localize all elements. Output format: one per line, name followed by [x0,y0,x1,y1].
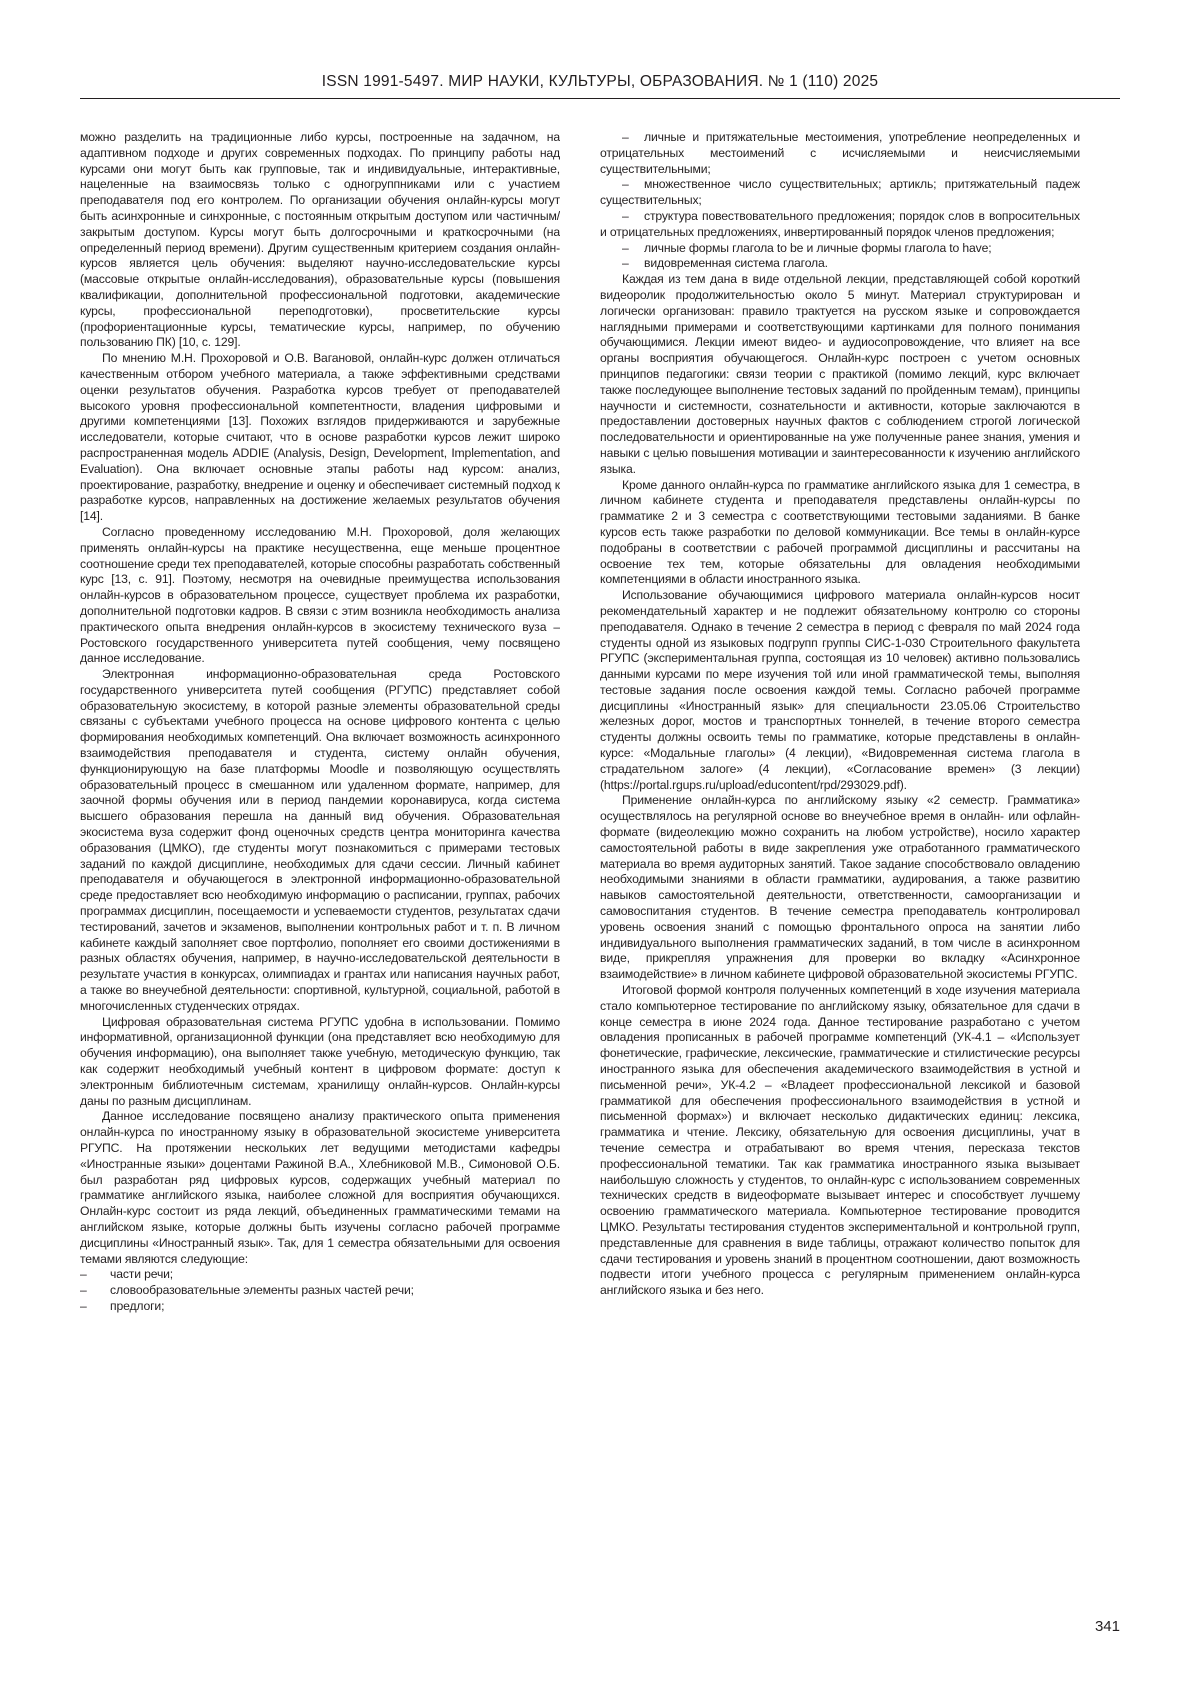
running-header [80,72,1120,104]
list-item-text: видовременная система глагола. [644,256,828,270]
page-number: 341 [1060,1618,1120,1635]
list-item [600,177,1080,209]
paragraph-right-4: Применение онлайн-курса по английскому языку «2 семестр. Грамматика» осуществлялось на регулярной основе во внеучебное время в онлайн- или офлайн-формате (видеолекцию можно сохранить на любом устройстве), носило характер самостоятельной работы в виде закрепления уже отработанного грамматического материала во время аудиторных занятий. Такое задание способствовало овладению необходимыми знаниями в области грамматики, аудирования, а также развитию навыков самостоятельной деятельности, ответственности, самоорганизации и самовоспитания студентов. В течение семестра преподаватель контролировал уровень освоения знаний с помощью фронтального опроса на занятии либо индивидуального выполнения грамматических заданий, в том числе в асинхронном виде, прикрепляя упражнения для проверки во вкладку «Асинхронное взаимодействие» в личном кабинете цифровой образовательной экосистемы РГУПС. [600,793,1080,983]
dash-bullet: – [600,241,644,257]
dash-bullet: – [600,256,644,272]
right-column [600,130,1080,1600]
journal-title: ISSN 1991-5497. МИР НАУКИ, КУЛЬТУРЫ, ОБРАЗОВАНИЯ. № 1 (110) 2025 [80,72,1120,92]
paragraph-left-3: Согласно проведенному исследованию М.Н. Прохоровой, доля желающих применять онлайн-курсы на практике несущественна, еще меньше процентное соотношение среди тех преподавателей, которые способны разработать собственный курс [13, с. 91]. Поэтому, несмотря на очевидные преимущества использования онлайн-курсов в образовательном процессе, существует проблема их разработки, дополнительной подготовки кадров. В связи с этим возникла необходимость анализа практического опыта внедрения онлайн-курсов в экосистему технического вуза – Ростовского государственного университета путей сообщения, чему посвящено данное исследование. [80,525,560,667]
list-item-text: структура повествовательного предложения; порядок слов в вопросительных и отрицательных предложениях, инвертированный порядок членов предложения; [600,209,1080,239]
paragraph-left-2: По мнению М.Н. Прохоровой и О.В. Вагановой, онлайн-курс должен отличаться качественным отбором учебного материала, а также эффективными средствами оценки результатов обучения. Разработка курсов требует от преподавателей высокого уровня профессиональной компетентности, владения цифровыми и другими компетенциями [13]. Похожих взглядов придерживаются и зарубежные исследователи, которые считают, что в основе разработки курсов лежит широко распространенная модель ADDIE (Analysis, Design, Development, Implementation, and Evaluation). Она включает основные этапы работы над курсом: анализ, проектирование, разработку, внедрение и оценку и обеспечивает системный подход к разработке курсов, направленных на достижение желаемых результатов обучения [14]. [80,351,560,525]
topic-list-right [600,130,1080,272]
paragraph-left-4: Электронная информационно-образовательная среда Ростовского государственного университета путей сообщения (РГУПС) представляет собой образовательную экосистему, в которой разные элементы образовательной среды связаны с субъектами учебного процесса на основе цифрового контента с целью формирования необходимых компетенций. Она включает возможность асинхронного взаимодействия преподавателя и студента, систему онлайн обучения, функционирующую на базе платформы Moodle и позволяющую осуществлять образовательный процесс в смешанном или удаленном формате, например, для заочной формы обучения или в период пандемии коронавируса, когда система высшего образования перешла на данный вид обучения. Образовательная экосистема вуза содержит фонд оценочных средств центра мониторинга качества образования (ЦМКО), где студенты могут познакомиться с примерами тестовых заданий по каждой дисциплине, необходимых для сдачи сессии. Личный кабинет преподавателя и обучающегося в электронной информационно-образовательной среде предоставляет всю необходимую информацию о расписании, группах, рабочих программах дисциплин, посещаемости и успеваемости студентов, результатах сдачи тестирований, зачетов и экзаменов, выполнении контрольных работ и т. п. В личном кабинете каждый заполняет свое портфолио, пополняет его своими достижениями в разных областях обучения, например, в научно-исследовательской деятельности в результате участия в конкурсах, олимпиадах и грантах или написания научных работ, а также во внеучебной деятельности: спортивной, культурной, социальной, работой в многочисленных студенческих отрядах. [80,667,560,1015]
list-item-text: словообразовательные элементы разных частей речи; [110,1283,414,1297]
list-item [80,1267,560,1283]
paragraph-left-5: Цифровая образовательная система РГУПС удобна в использовании. Помимо информативной, организационной функции (она представляет всю необходимую для обучения информацию), она выполняет также учебную, методическую функцию, так как содержит необходимый учебный контент в цифровом формате: доступ к электронным библиотечным системам, хранилищу онлайн-курсов. Онлайн-курсы даны по разным дисциплинам. [80,1015,560,1110]
list-item-text: предлоги; [110,1299,164,1313]
paragraph-left-6: Данное исследование посвящено анализу практического опыта применения онлайн-курса по иностранному языку в образовательной экосистеме университета РГУПС. На протяжении нескольких лет ведущими методистами кафедры «Иностранные языки» доцентами Ражиной В.А., Хлебниковой М.В., Симоновой О.Б. был разработан ряд цифровых курсов, содержащих учебный материал по грамматике английского языка, наиболее сложной для восприятия обучающихся. Онлайн-курс состоит из ряда лекций, объединенных грамматическими темами на английском языке, которые должны быть изучены согласно рабочей программе дисциплины «Иностранный язык». Так, для 1 семестра обязательными для освоения темами являются следующие: [80,1109,560,1267]
list-item [600,241,1080,257]
dash-bullet: – [80,1267,110,1283]
topic-list-left [80,1267,560,1314]
left-column [80,130,560,1600]
list-item [600,130,1080,177]
dash-bullet: – [80,1283,110,1299]
list-item [600,209,1080,241]
paragraph-right-5: Итоговой формой контроля полученных компетенций в ходе изучения материала стало компьютерное тестирование по английскому языку, обязательное для сдачи в конце семестра в июне 2024 года. Данное тестирование разработано с учетом овладения прописанных в рабочей программе компетенций (УК-4.1 – «Использует фонетические, графические, лексические, грамматические и стилистические ресурсы иностранного языка для обеспечения академического взаимодействия в устной и письменной речи», УК-4.2 – «Владеет профессиональной лексикой и базовой грамматикой для обеспечения профессионального взаимодействия в устной и письменной формах») и включает несколько дидактических единиц: лексика, грамматика и чтение. Лексику, обязательную для освоения дисциплины, учат в течение семестра и отрабатывают во время чтения, пересказа текстов профессиональной тематики. Так как грамматика иностранного языка вызывает наибольшую сложность у студентов, то онлайн-курс с использованием современных технических средств в видеоформате вызывает интерес и способствует лучшему освоению грамматического материала. Компьютерное тестирование проводится ЦМКО. Результаты тестирования студентов экспериментальной и контрольной групп, представленные для сравнения в виде таблицы, отражают количество попыток для сдачи тестирования и уровень знаний в процентном соотношении, дают возможность подвести итоги учебного процесса с регулярным применением онлайн-курса английского языка и без него. [600,983,1080,1299]
dash-bullet: – [600,177,644,193]
list-item-text: множественное число существительных; артикль; притяжательный падеж существительных; [600,177,1080,207]
list-item [600,256,1080,272]
dash-bullet: – [600,209,644,225]
list-item-text: личные и притяжательные местоимения, употребление неопределенных и отрицательных местоимений с исчисляемыми и неисчисляемыми существительными; [600,130,1080,176]
dash-bullet: – [600,130,644,146]
list-item-text: части речи; [110,1267,173,1281]
header-rule [80,98,1120,99]
paragraph-right-1: Каждая из тем дана в виде отдельной лекции, представляющей собой короткий видеоролик продолжительностью около 5 минут. Материал структурирован и логически организован: правило трактуется на русском языке и сопровождается наглядными примерами и соответствующими картинками для полного понимания обучающимися. Лекции имеют видео- и аудиосопровождение, что влияет на все органы восприятия обучающегося. Онлайн-курс построен с учетом основных принципов педагогики: связи теории с практикой (помимо лекций, курс включает также последующее выполнение тестовых заданий по пройденным темам), принципы научности и системности, сознательности и активности, которые заключаются в предоставлении достоверных научных фактов с соблюдением строгой логической последовательности и ориентированные на уже полученные ранее знания, умения и навыки с целью повышения мотивации и заинтересованности к изучению английского языка. [600,272,1080,477]
list-item-text: личные формы глагола to be и личные формы глагола to have; [644,241,991,255]
list-item [80,1283,560,1299]
paragraph-right-2: Кроме данного онлайн-курса по грамматике английского языка для 1 семестра, в личном кабинете студента и преподавателя представлены онлайн-курсы по грамматике 2 и 3 семестра с соответствующими тестовыми заданиями. В банке курсов есть также разработки по деловой коммуникации. Все темы в онлайн-курсе подобраны в соответствии с рабочей программой дисциплины и рассчитаны на освоение тех тем, которые обязательны для овладения необходимыми компетенциями в области иностранного языка. [600,478,1080,589]
list-item [80,1299,560,1315]
dash-bullet: – [80,1299,110,1315]
paragraph-right-3: Использование обучающимися цифрового материала онлайн-курсов носит рекомендательный характер и не подлежит обязательному контролю со стороны преподавателя. Однако в течение 2 семестра в период с февраля по май 2024 года студенты одной из языковых подгрупп группы СИС-1-030 Строительного факультета РГУПС (экспериментальная группа, состоящая из 10 человек) активно пользовались данными курсами по мере изучения той или иной грамматической темы, выполняя тестовые задания после освоения каждой темы. Согласно рабочей программе дисциплины «Иностранный язык» для специальности 23.05.06 Строительство железных дорог, мостов и транспортных тоннелей, в течение второго семестра студенты должны освоить темы по грамматике, которые представлены в онлайн-курсе: «Модальные глаголы» (4 лекции), «Видовременная система глагола в страдательном залоге» (4 лекции), «Согласование времен» (3 лекции) (https://portal.rgups.ru/upload/educontent/rpd/293029.pdf). [600,588,1080,793]
paragraph-left-1: можно разделить на традиционные либо курсы, построенные на задачном, на адаптивном подходе и других современных подходах. По принципу работы над курсами они могут быть как групповые, так и индивидуальные, интерактивные, нацеленные на взаимосвязь только с одногруппниками или с участием преподавателя под его контролем. По организации обучения онлайн-курсы могут быть асинхронные и синхронные, с постоянным открытым доступом или частичным/закрытым доступом. Курсы могут быть долгосрочными и краткосрочными (на определенный период времени). Другим существенным критерием создания онлайн-курсов является цель обучения: выделяют научно-исследовательские курсы (массовые открытые онлайн-исследования), образовательные курсы (повышения квалификации, дополнительной профессиональной подготовки, академические курсы, профессиональной переподготовки), просветительские курсы (профориентационные курсы, тематические курсы, например, по обучению пользованию ПК) [10, с. 129]. [80,130,560,351]
